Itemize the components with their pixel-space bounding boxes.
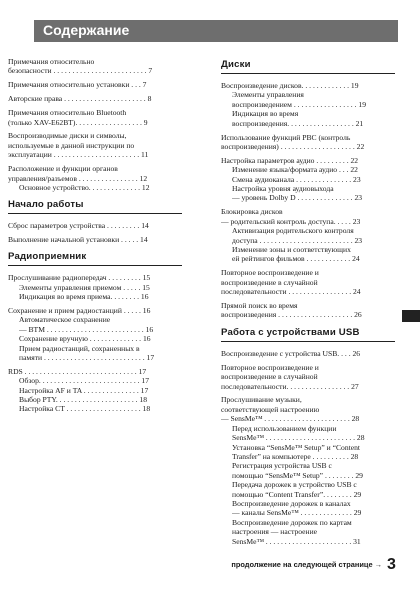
toc-entry-line: воспроизведения . . . . . . . . . . . . . . . . . . . . 26: [221, 310, 362, 320]
toc-start: [8, 221, 182, 244]
toc-entry-line: воспроизведением . . . . . . . . . . . . . . . . . 19: [232, 99, 366, 109]
toc-entry[interactable]: [8, 164, 182, 183]
toc-entry-line: эксплуатации . . . . . . . . . . . . . . . . . . . . . . . 11: [8, 150, 149, 160]
toc-usb: [221, 349, 395, 546]
toc-entry-line: воспроизведения) . . . . . . . . . . . . . . . . . . . . 22: [221, 141, 365, 151]
toc-subentry[interactable]: [8, 344, 182, 363]
toc-group: [8, 131, 182, 159]
toc-subentry[interactable]: [221, 443, 395, 462]
toc-group: [8, 367, 182, 414]
toc-subentry[interactable]: [8, 386, 182, 395]
toc-entry-line: Воспроизведение дисков. . . . . . . . . . . . . 19: [221, 81, 359, 90]
toc-group: [8, 273, 182, 301]
toc-entry-line: Примечания относительно Bluetooth: [8, 108, 127, 118]
toc-entry-line: Повторное воспроизведение и: [221, 362, 319, 372]
toc-entry-line: Примечания относительно установки . . . 7: [8, 80, 147, 90]
toc-subentry[interactable]: [221, 109, 395, 128]
toc-entry-line: Установка “SensMe™ Setup” и “Content: [232, 442, 361, 452]
toc-entry-line: — BTM . . . . . . . . . . . . . . . . . . . . . . . . . . 16: [19, 324, 154, 334]
toc-entry-line: Повторное воспроизведение и: [221, 268, 319, 278]
toc-entry[interactable]: [221, 156, 395, 165]
toc-entry[interactable]: [8, 108, 182, 127]
toc-entry[interactable]: [221, 395, 395, 423]
toc-entry-line: Передача дорожек в устройство USB с: [232, 480, 357, 490]
toc-entry-line: Автоматическое сохранение: [19, 315, 111, 325]
toc-group: [8, 108, 182, 127]
toc-entry[interactable]: [8, 235, 182, 244]
toc-right-column: [221, 57, 395, 550]
toc-entry[interactable]: [221, 363, 395, 391]
toc-subentry[interactable]: [8, 404, 182, 413]
toc-group: [8, 306, 182, 362]
toc-entry-line: Основное устройство. . . . . . . . . . . . . . 12: [19, 182, 150, 192]
page-title-bar: [34, 20, 398, 42]
toc-entry-line: Настройка CT . . . . . . . . . . . . . . . . . . . . 18: [19, 404, 151, 414]
toc-subentry[interactable]: [8, 283, 182, 292]
toc-entry-line: Элементы управления: [232, 90, 304, 100]
toc-entry-line: Блокировка дисков: [221, 207, 283, 217]
toc-subentry[interactable]: [221, 499, 395, 518]
toc-group: [221, 207, 395, 263]
toc-entry-line: помощью “Content Transfer”. . . . . . . . 29: [232, 489, 362, 499]
toc-entry-line: Воспроизведение с устройства USB. . . . 26: [221, 348, 361, 358]
toc-group: [8, 235, 182, 244]
toc-subentry[interactable]: [221, 90, 395, 109]
toc-entry-line: воспроизведение в случайной: [221, 277, 318, 287]
toc-subentry[interactable]: [221, 226, 395, 245]
toc-entry-line: SensMe™ . . . . . . . . . . . . . . . . . . . . . . . 31: [232, 536, 361, 546]
toc-subentry[interactable]: [8, 395, 182, 404]
toc-subentry[interactable]: [221, 461, 395, 480]
toc-entry-line: воспроизведение в случайной: [221, 372, 318, 382]
toc-entry-line: Выбор PTY. . . . . . . . . . . . . . . . . . . . . . 18: [19, 395, 148, 405]
toc-entry[interactable]: [221, 133, 395, 152]
toc-entry-line: — каналы SensMe™ . . . . . . . . . . . . . . 29: [232, 508, 362, 518]
toc-entry-line: доступа . . . . . . . . . . . . . . . . . . . . . . . . . 23: [232, 235, 363, 245]
toc-radio: [8, 273, 182, 414]
toc-entry-line: используемые в данной инструкции по: [8, 140, 135, 150]
toc-subentry[interactable]: [221, 184, 395, 203]
section-heading-start: Начало работы: [8, 197, 182, 214]
toc-entry-line: Воспроизводимые диски и символы,: [8, 131, 127, 141]
toc-entry-line: Настройка уровня аудиовыхода: [232, 184, 334, 194]
toc-subentry[interactable]: [221, 175, 395, 184]
toc-entry-line: Расположение и функции органов: [8, 164, 118, 174]
toc-entry[interactable]: [8, 80, 182, 89]
toc-entry-line: Индикация во время: [232, 109, 299, 119]
toc-entry-line: Воспроизведение дорожек в каналах: [232, 498, 351, 508]
toc-entry-line: (только XAV-E62BT). . . . . . . . . . . . . . . . . . 9: [8, 117, 148, 127]
toc-group: [221, 301, 395, 320]
toc-entry-line: безопасности . . . . . . . . . . . . . . . . . . . . . . . . . 7: [8, 66, 153, 76]
toc-subentry[interactable]: [8, 334, 182, 343]
toc-entry[interactable]: [8, 94, 182, 103]
toc-entry[interactable]: [221, 301, 395, 320]
toc-entry-line: Авторские права . . . . . . . . . . . . . . . . . . . . . . 8: [8, 94, 152, 104]
toc-entry-line: воспроизведения. . . . . . . . . . . . . . . . . . 21: [232, 118, 364, 128]
toc-entry-line: соответствующей настроению: [221, 404, 320, 414]
toc-entry-line: настроения — настроение: [232, 527, 318, 537]
toc-group: [221, 156, 395, 203]
toc-entry-line: Элементы управления приемом . . . . . 15: [19, 282, 150, 292]
toc-subentry[interactable]: [221, 480, 395, 499]
toc-group: [8, 164, 182, 192]
toc-entry[interactable]: [8, 273, 182, 282]
toc-discs: [221, 81, 395, 320]
toc-entry-line: Регистрация устройства USB с: [232, 461, 332, 471]
toc-entry-line: Индикация во время приема. . . . . . . . 16: [19, 292, 149, 301]
side-tab-marker: [402, 310, 420, 322]
toc-entry-line: Выполнение начальной установки . . . . . 14: [8, 234, 148, 244]
toc-group: [221, 133, 395, 152]
toc-entry-line: Прослушивание радиопередач . . . . . . . . . 15: [8, 273, 151, 283]
toc-entry-line: — уровень Dolby D . . . . . . . . . . . . . . . 23: [232, 193, 363, 203]
toc-entry-line: Изменение зоны и соответствующих: [232, 245, 351, 254]
toc-entry-line: управления/разъемов . . . . . . . . . . . . . . . . 12: [8, 173, 148, 183]
toc-entry-line: последовательности. . . . . . . . . . . . . . . . . 27: [221, 381, 359, 391]
toc-entry[interactable]: [8, 131, 182, 159]
toc-entry-line: Сохранение и прием радиостанций . . . . . 16: [8, 305, 151, 315]
toc-group: [221, 349, 395, 358]
toc-entry[interactable]: [8, 367, 182, 376]
toc-entry-line: Активизация родительского контроля: [232, 226, 354, 236]
toc-subentry[interactable]: [221, 165, 395, 174]
toc-entry-line: Обзор. . . . . . . . . . . . . . . . . . . . . . . . . . . 17: [19, 376, 150, 386]
toc-subentry[interactable]: [221, 245, 395, 264]
toc-entry-line: Смена аудиоканала . . . . . . . . . . . . . . . 23: [232, 174, 361, 184]
toc-entry[interactable]: [8, 221, 182, 230]
toc-entry-line: Изменение языка/формата аудио . . . 22: [232, 165, 358, 175]
toc-entry-line: ей рейтингов фильмов . . . . . . . . . . . . 24: [232, 254, 360, 264]
toc-entry-line: Воспроизведение дорожек по картам: [232, 517, 352, 527]
toc-entry-line: Настройка AF и TA . . . . . . . . . . . . . . . 17: [19, 385, 149, 395]
toc-entry[interactable]: [221, 81, 395, 90]
toc-subentry[interactable]: [221, 518, 395, 546]
toc-subentry[interactable]: [8, 292, 182, 301]
toc-entry-line: Настройка параметров аудио . . . . . . . . . 22: [221, 155, 359, 165]
toc-subentry[interactable]: [8, 315, 182, 334]
toc-entry[interactable]: [221, 349, 395, 358]
toc-entry-line: Сохранение вручную . . . . . . . . . . . . . . 16: [19, 334, 151, 344]
section-heading-discs: Диски: [221, 57, 395, 74]
section-heading-usb: Работа с устройствами USB: [221, 325, 395, 342]
toc-group: [221, 395, 395, 546]
toc-entry-line: Использование функций PBC (контроль: [221, 132, 351, 142]
toc-entry-line: RDS . . . . . . . . . . . . . . . . . . . . . . . . . . . . . . 17: [8, 366, 147, 376]
toc-entry[interactable]: [221, 268, 395, 296]
toc-group: [221, 81, 395, 128]
toc-entry-line: SensMe™ . . . . . . . . . . . . . . . . . . . . . . . . 28: [232, 433, 365, 443]
toc-entry-line: Transfer” на компьютере . . . . . . . . . . 28: [232, 451, 359, 461]
toc-group: [8, 57, 182, 76]
toc-intro: [8, 57, 182, 192]
toc-subentry[interactable]: [8, 376, 182, 385]
toc-entry[interactable]: [8, 57, 182, 76]
toc-group: [8, 94, 182, 103]
toc-entry[interactable]: [8, 306, 182, 315]
toc-entry-line: Примечания относительно: [8, 57, 95, 66]
toc-entry-line: Прямой поиск во время: [221, 301, 298, 311]
toc-entry-line: Перед использованием функции: [232, 423, 337, 433]
toc-subentry[interactable]: [8, 183, 182, 192]
toc-subentry[interactable]: [221, 424, 395, 443]
page-title: Содержание: [43, 22, 130, 38]
toc-group: [221, 268, 395, 296]
toc-group: [8, 221, 182, 230]
toc-left-column: [8, 57, 182, 418]
toc-entry-line: последовательности . . . . . . . . . . . . . . . . . 24: [221, 287, 361, 297]
toc-entry-line: помощью “SensMe™ Setup” . . . . . . . . 29: [232, 470, 363, 480]
toc-entry-line: Сброс параметров устройства . . . . . . . . . 14: [8, 220, 149, 230]
toc-entry-line: — SensMe™ . . . . . . . . . . . . . . . . . . . . . . . 28: [221, 414, 360, 424]
toc-entry[interactable]: [221, 207, 395, 226]
page-number: 3: [387, 556, 396, 573]
toc-entry-line: памяти . . . . . . . . . . . . . . . . . . . . . . . . . . . 17: [19, 352, 155, 362]
toc-entry-line: Прослушивание музыки,: [221, 395, 302, 405]
section-heading-radio: Радиоприемник: [8, 249, 182, 266]
toc-entry-line: — родительский контроль доступа. . . . . 23: [221, 216, 361, 226]
toc-group: [8, 80, 182, 89]
toc-entry-line: Прием радиостанций, сохраненных в: [19, 343, 140, 353]
toc-group: [221, 363, 395, 391]
continued-note: продолжение на следующей странице →: [231, 560, 382, 569]
